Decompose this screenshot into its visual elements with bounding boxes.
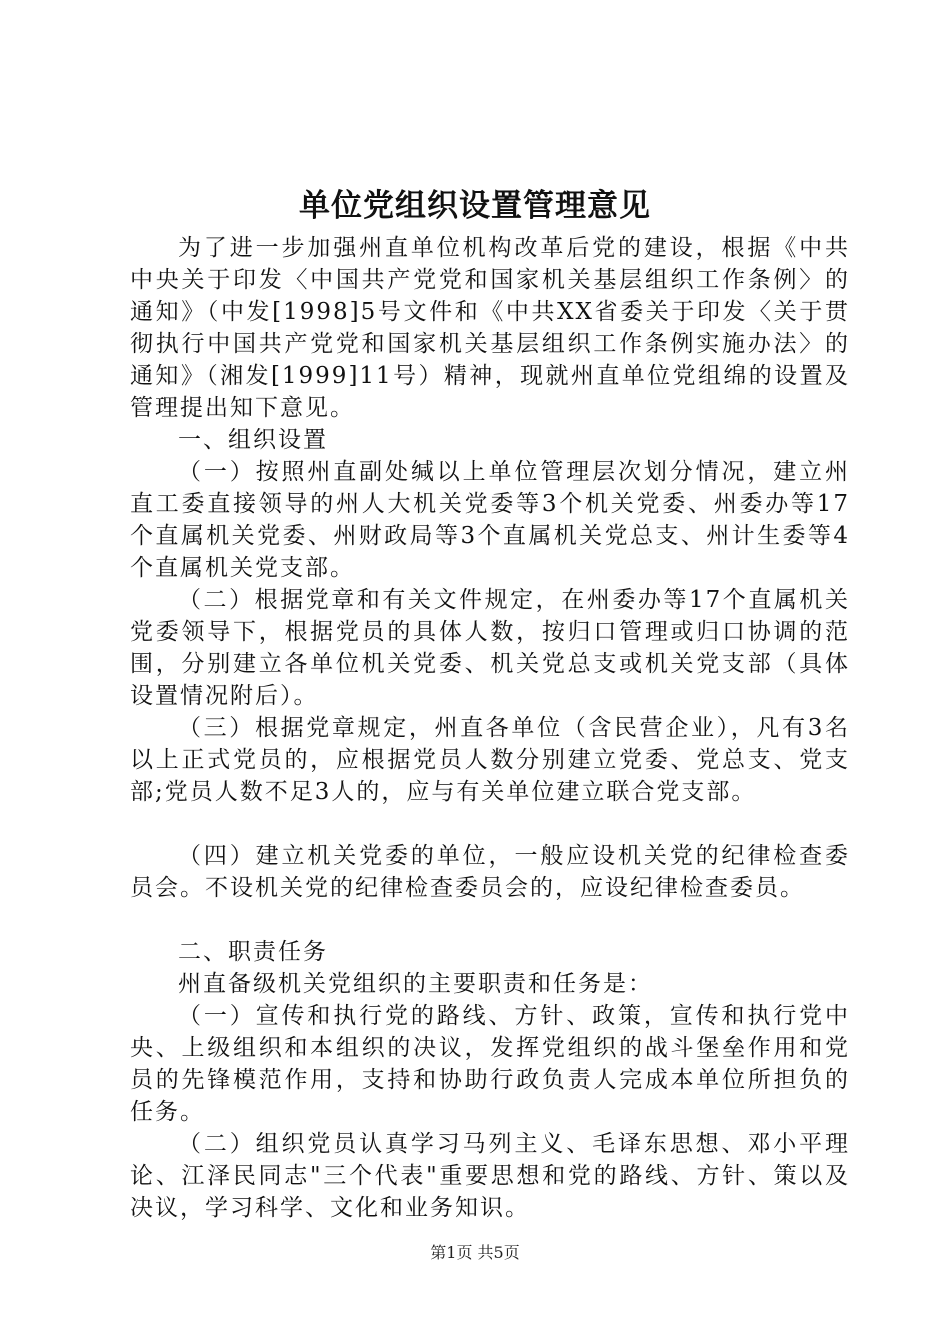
- page-number-footer: 第1页 共5页: [430, 1243, 520, 1262]
- organization-item-4: （四）建立机关党委的单位，一般应设机关党的纪律检查委员会。不设机关党的纪律检查委员会的，应设纪律检查委员。: [130, 843, 850, 901]
- section-heading-duties: 二、职责任务: [178, 939, 328, 965]
- paragraph-spacer: [130, 904, 850, 936]
- paragraph-spacer: [130, 808, 850, 840]
- duties-item-1: （一）宣传和执行党的路线、方针、政策，宣传和执行党中央、上级组织和本组织的决议，发挥党组织的战斗堡垒作用和党员的先锋模范作用，支持和协助行政负责人完成本单位所担负的任务。: [130, 1003, 850, 1125]
- organization-item-1: （一）按照州直副处缄以上单位管理层次划分情况，建立州直工委直接领导的州人大机关党委等3个机关党委、州委办等17个直属机关党委、州财政局等3个直属机关党总支、州计生委等4个直属机关党支部。: [130, 459, 850, 581]
- intro-paragraph: 为了进一步加强州直单位机构改革后党的建设，根据《中共中央关于印发〈中国共产党党和国家机关基层组织工作条例〉的通知》（中发[1998]5号文件和《中共XX省委关于印发〈关于贯彻执行中国共产党党和国家机关基层组织工作条例实施办法〉的通知》（湘发[1999]11号）精神，现就州直单位党组绵的设置及管理提出知下意见。: [130, 235, 850, 421]
- organization-item-2: （二）根据党章和有关文件规定，在州委办等17个直属机关党委领导下，根据党员的具体人数，按归口管理或归口协调的范围，分别建立各单位机关党委、机关党总支或机关党支部（具体设置情况附后）。: [130, 587, 850, 709]
- section-heading-organization: 一、组织设置: [178, 427, 328, 453]
- duties-item-2: （二）组织党员认真学习马列主义、毛译东思想、邓小平理论、江泽民同志"三个代表"重要思想和党的路线、方针、策以及决议，学习科学、文化和业务知识。: [130, 1131, 850, 1221]
- document-body: [130, 232, 850, 1224]
- organization-item-3: （三）根据党章规定，州直各单位（含民营企业），凡有3名以上正式党员的，应根据党员人数分别建立党委、党总支、党支部;党员人数不足3人的，应与有关单位建立联合党支部。: [130, 715, 850, 805]
- duties-intro: 州直备级机关党组织的主要职责和任务是：: [178, 971, 653, 997]
- document-title: 单位党组织设置管理意见: [299, 188, 651, 224]
